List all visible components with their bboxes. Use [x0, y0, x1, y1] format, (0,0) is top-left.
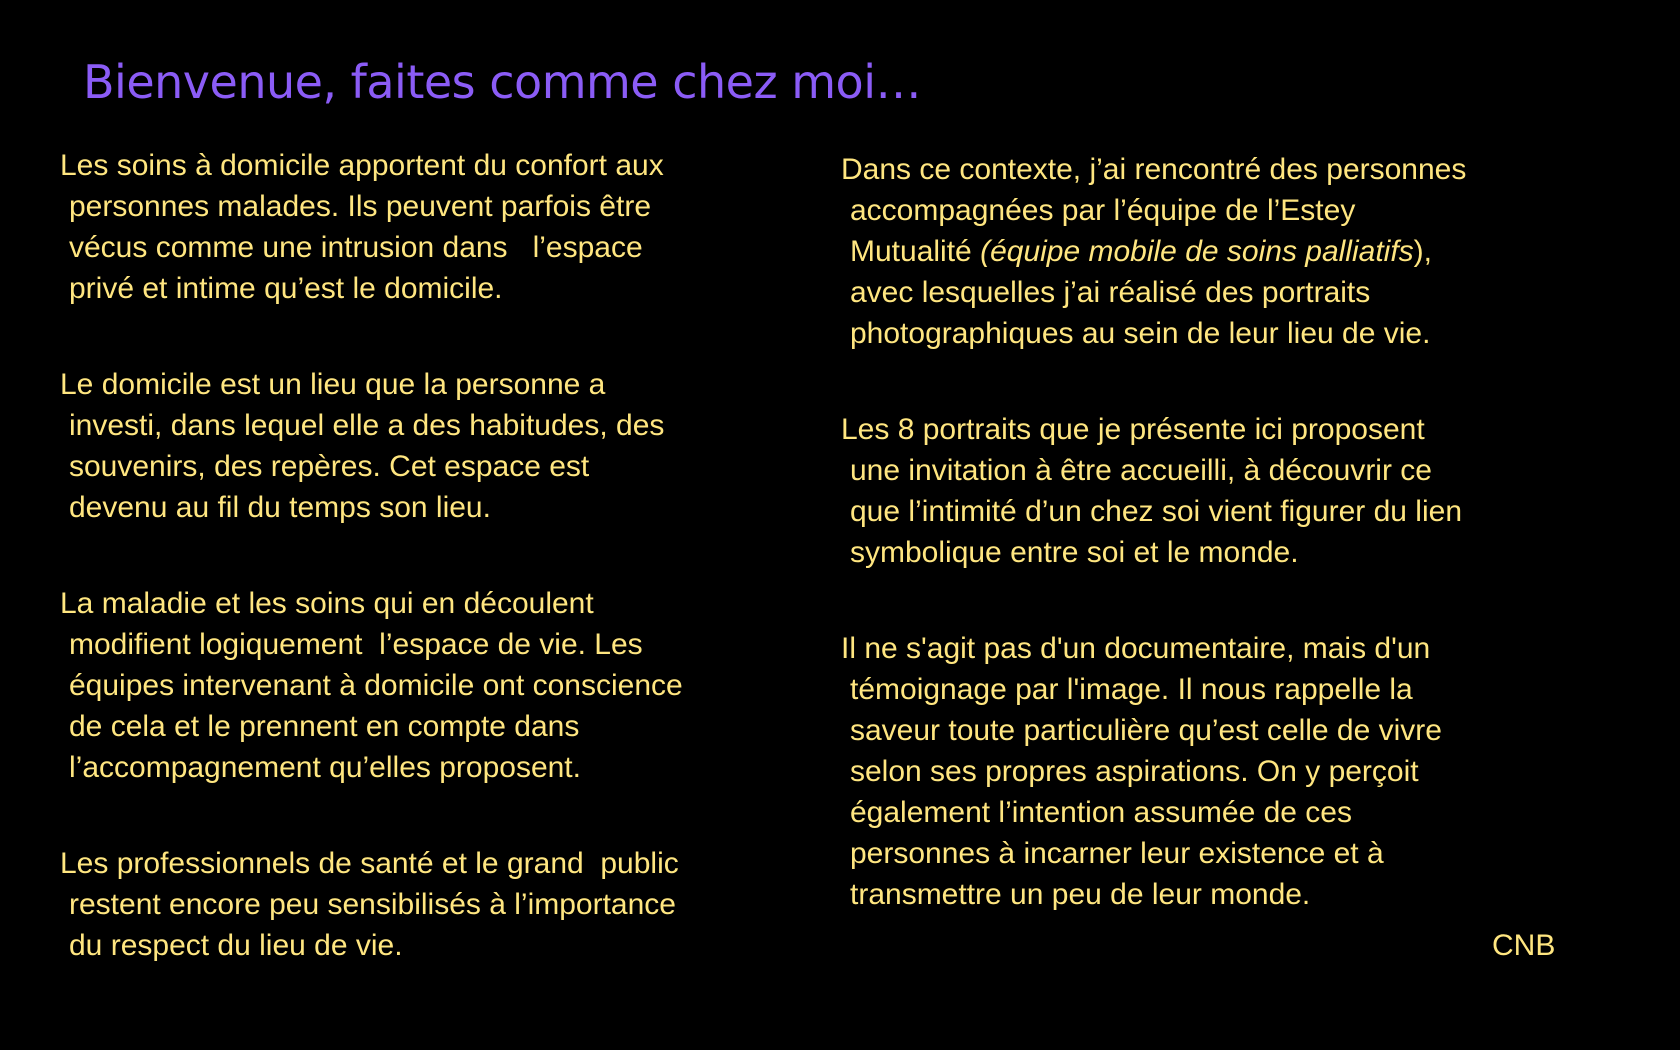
text-line: du respect du lieu de vie. — [69, 929, 403, 962]
text-line: restent encore peu sensibilisés à l’importance — [69, 888, 676, 921]
text-line: une invitation à être accueilli, à découvrir ce — [850, 454, 1432, 487]
italic-text-segment: (équipe mobile de soins palliatifs — [980, 235, 1414, 268]
right-column — [841, 149, 1581, 970]
text-line: l’accompagnement qu’elles proposent. — [69, 751, 581, 784]
text-line: avec lesquelles j’ai réalisé des portraits — [850, 276, 1371, 309]
text-line: personnes malades. Ils peuvent parfois être — [69, 190, 651, 223]
text-line: témoignage par l'image. Il nous rappelle la — [850, 673, 1413, 706]
text-segment: ), — [1413, 235, 1432, 268]
text-line: de cela et le prennent en compte dans — [69, 710, 580, 743]
author-signature: CNB — [1492, 929, 1556, 962]
text-line: devenu au fil du temps son lieu. — [69, 491, 491, 524]
paragraph-testimony — [841, 628, 1581, 915]
text-line: Le domicile est un lieu que la personne a — [60, 368, 606, 401]
text-line: Les 8 portraits que je présente ici proposent — [841, 413, 1425, 446]
text-line: transmettre un peu de leur monde. — [850, 878, 1311, 911]
paragraph-professionals — [60, 843, 780, 966]
text-line: personnes à incarner leur existence et à — [850, 837, 1384, 870]
text-line: Les professionnels de santé et le grand public — [60, 847, 679, 880]
text-line: symbolique entre soi et le monde. — [850, 536, 1299, 569]
text-line: également l’intention assumée de ces — [850, 796, 1352, 829]
text-line: saveur toute particulière qu’est celle de vivre — [850, 714, 1442, 747]
paragraph-context — [841, 149, 1581, 354]
text-line: photographiques au sein de leur lieu de vie. — [850, 317, 1431, 350]
page-title: Bienvenue, faites comme chez moi… — [83, 55, 921, 109]
text-line: vécus comme une intrusion dans l’espace — [69, 231, 643, 264]
text-line: accompagnées par l’équipe de l’Estey — [850, 194, 1356, 227]
text-line: selon ses propres aspirations. On y perçoit — [850, 755, 1419, 788]
paragraph-illness-care — [60, 583, 780, 788]
text-line: privé et intime qu’est le domicile. — [69, 272, 503, 305]
text-line: Il ne s'agit pas d'un documentaire, mais d'un — [841, 632, 1431, 665]
text-line: modifient logiquement l’espace de vie. Les — [69, 628, 643, 661]
paragraph-portraits — [841, 409, 1581, 573]
text-line: que l’intimité d’un chez soi vient figurer du lien — [850, 495, 1462, 528]
text-line: Les soins à domicile apportent du confort aux — [60, 149, 664, 182]
text-line: souvenirs, des repères. Cet espace est — [69, 450, 590, 483]
text-segment: Mutualité — [850, 235, 981, 268]
text-line: La maladie et les soins qui en découlent — [60, 587, 594, 620]
left-column — [60, 145, 780, 1021]
paragraph-home-place — [60, 364, 780, 528]
text-line: Dans ce contexte, j’ai rencontré des personnes — [841, 153, 1467, 186]
text-line: équipes intervenant à domicile ont conscience — [69, 669, 683, 702]
text-line-mixed — [841, 231, 1581, 272]
paragraph-home-care — [60, 145, 780, 309]
text-line: investi, dans lequel elle a des habitudes, des — [69, 409, 665, 442]
